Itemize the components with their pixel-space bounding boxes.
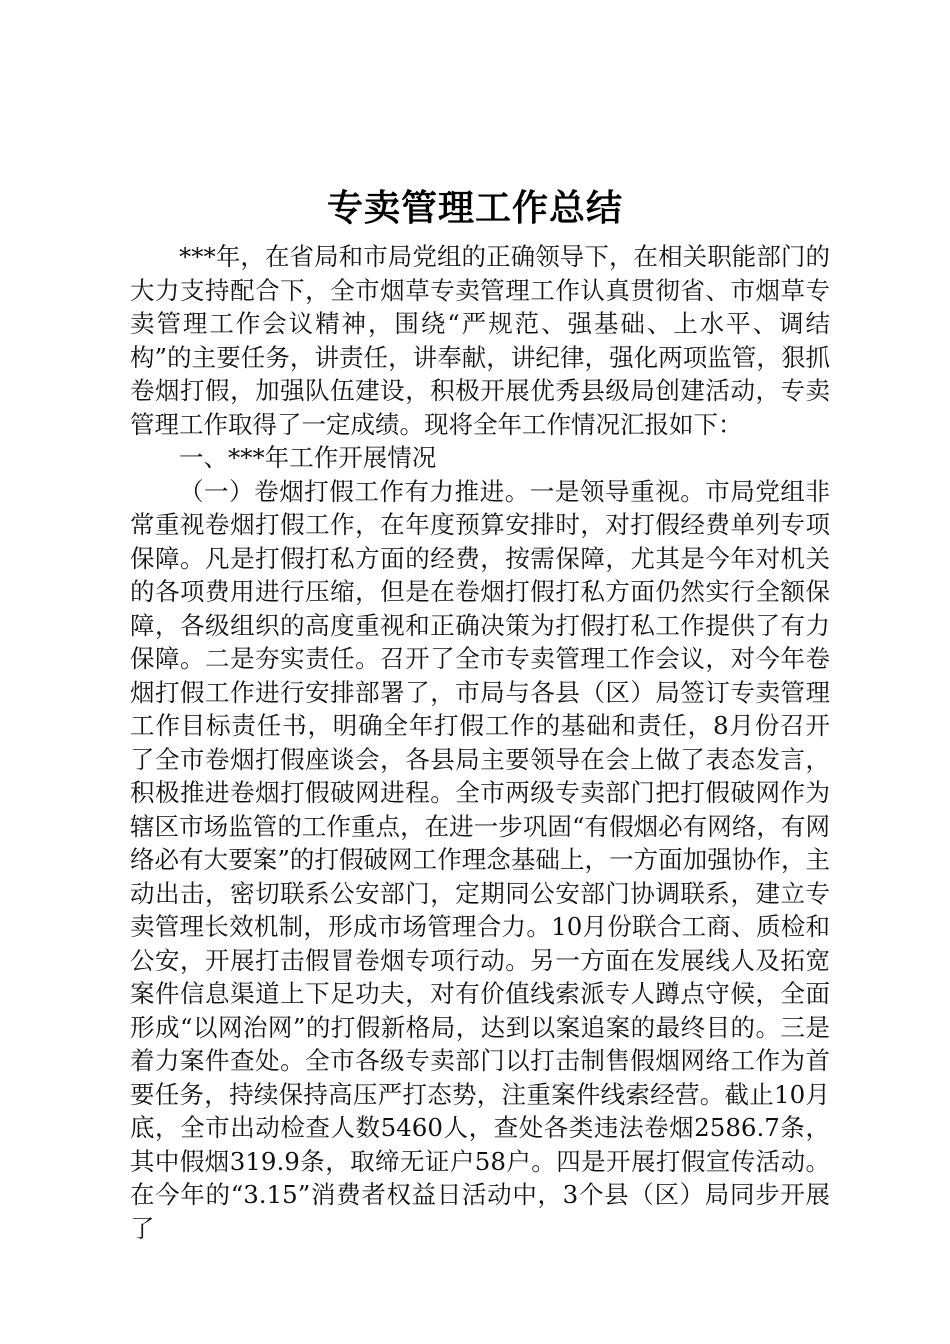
paragraph-intro: ***年，在省局和市局党组的正确领导下，在相关职能部门的大力支持配合下，全市烟草专卖管理工作认真贯彻省、市烟草专卖管理工作会议精神，围绕“严规范、强基础、上水平、调结构”的主要任务，讲责任，讲奉献，讲纪律，强化两项监管，狠抓卷烟打假，加强队伍建设，积极开展优秀县级局创建活动，专卖管理工作取得了一定成绩。现将全年工作情况汇报如下： — [130, 242, 830, 439]
section-heading-1: 一、***年工作开展情况 — [179, 443, 437, 472]
paragraph-anti-counterfeit: （一）卷烟打假工作有力推进。一是领导重视。市局党组非常重视卷烟打假工作，在年度预算安排时，对打假经费单列专项保障。凡是打假打私方面的经费，按需保障，尤其是今年对机关的各项费用进行压缩，但是在卷烟打假打私方面仍然实行全额保障，各级组织的高度重视和正确决策为打假打私工作提供了有力保障。二是夯实责任。召开了全市专卖管理工作会议，对今年卷烟打假工作进行安排部署了，市局与各县（区）局签订专卖管理工作目标责任书，明确全年打假工作的基础和责任，8月份召开了全市卷烟打假座谈会，各县局主要领导在会上做了表态发言，积极推进卷烟打假破网进程。全市两级专卖部门把打假破网作为辖区市场监管的工作重点，在进一步巩固“有假烟必有网络，有网络必有大要案”的打假破网工作理念基础上，一方面加强协作，主动出击，密切联系公安部门，定期同公安部门协调联系，建立专卖管理长效机制，形成市场管理合力。10月份联合工商、质检和公安，开展打击假冒卷烟专项行动。另一方面在发展线人及拓宽案件信息渠道上下足功夫，对有价值线索派专人蹲点守候，全面形成“以网治网”的打假新格局，达到以案追案的最终目的。三是着力案件查处。全市各级专卖部门以打击制售假烟网络工作为首要任务，持续保持高压严打态势，注重案件线索经营。截止10月底，全市出动检查人数5460人，查处各类违法卷烟2586.7条，其中假烟319.9条，取缔无证户58户。四是开展打假宣传活动。在今年的“3.15”消费者权益日活动中，3个县（区）局同步开展了 — [130, 476, 830, 1243]
document-title: 专卖管理工作总结 — [326, 187, 623, 229]
document-body — [130, 240, 830, 1245]
